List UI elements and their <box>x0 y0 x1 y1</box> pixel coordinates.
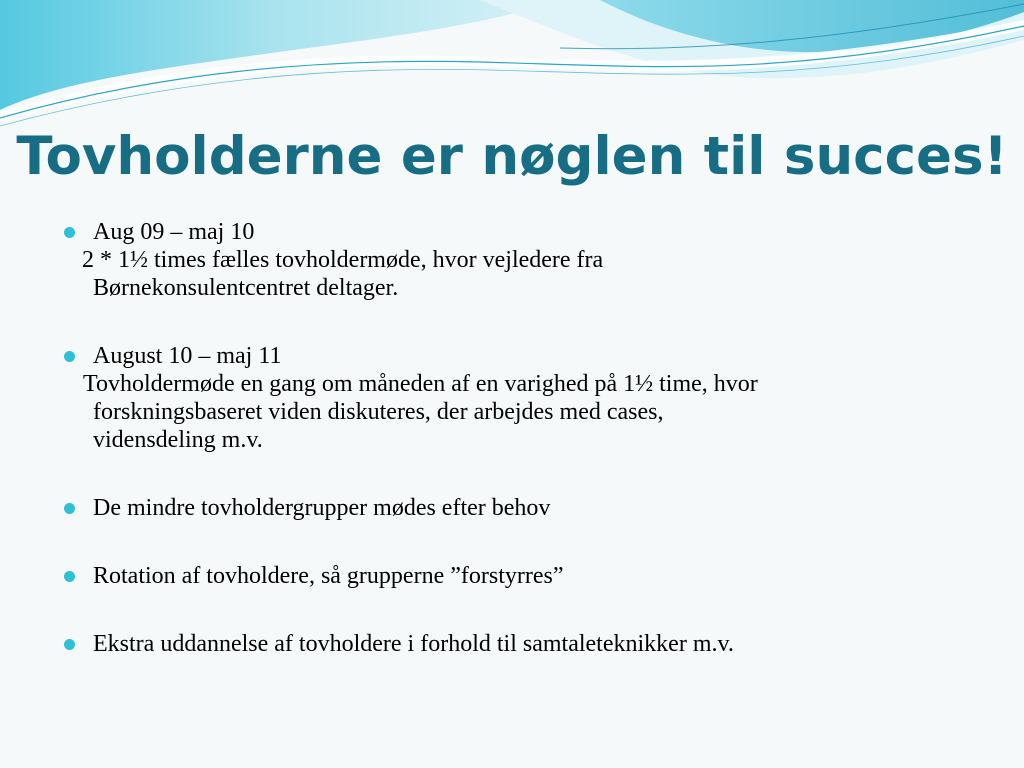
detail-line: Børnekonsulentcentret deltager. <box>93 275 399 301</box>
bullet-item-groups <box>60 494 960 522</box>
bullet-icon <box>64 571 75 582</box>
bullet-item-period-1 <box>60 218 960 246</box>
bullet-text: Ekstra uddannelse af tovholdere i forhold til samtaleteknikker m.v. <box>93 631 734 657</box>
detail-line: Tovholdermøde en gang om måneden af en varighed på 1½ time, hvor <box>83 371 758 397</box>
detail-text-period-2 <box>60 370 960 454</box>
bullet-text: De mindre tovholdergrupper mødes efter behov <box>93 495 551 521</box>
bullet-item-education <box>60 630 960 658</box>
bullet-icon <box>64 639 75 650</box>
slide-title: Tovholderne er nøglen til succes! <box>16 126 1008 187</box>
bullet-list <box>60 218 960 658</box>
header-wave-decoration <box>0 0 1024 130</box>
detail-line: 2 * 1½ times fælles tovholdermøde, hvor vejledere fra <box>82 247 604 273</box>
detail-text-period-1 <box>60 246 960 302</box>
bullet-text: Aug 09 – maj 10 <box>93 219 255 245</box>
bullet-icon <box>64 503 75 514</box>
detail-line: vidensdeling m.v. <box>93 427 263 453</box>
bullet-icon <box>64 227 75 238</box>
bullet-item-period-2 <box>60 342 960 370</box>
bullet-icon <box>64 351 75 362</box>
bullet-text: August 10 – maj 11 <box>93 343 282 369</box>
bullet-text: Rotation af tovholdere, så grupperne ”forstyrres” <box>93 563 564 589</box>
detail-line: forskningsbaseret viden diskuteres, der arbejdes med cases, <box>93 399 664 425</box>
bullet-item-rotation <box>60 562 960 590</box>
